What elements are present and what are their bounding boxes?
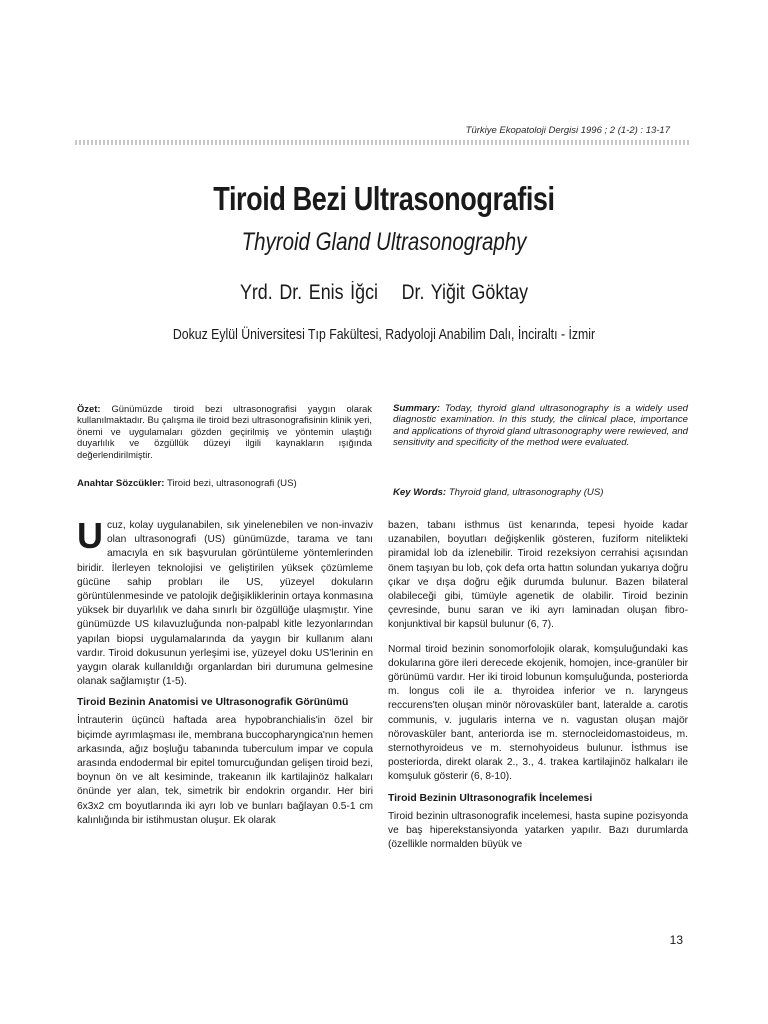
intro-paragraph [77, 515, 373, 689]
section-heading-anatomy: Tiroid Bezinin Anatomisi ve Ultrasonografik Görünümü [77, 697, 349, 709]
journal-citation: Türkiye Ekopatoloji Dergisi 1996 ; 2 (1-2) : 13-17 [465, 125, 670, 136]
keywords-en-label: Key Words: [393, 487, 447, 498]
keywords-english [393, 487, 603, 498]
article-subtitle: Thyroid Gland Ultrasonography [241, 228, 527, 256]
pyramidal-lobe-paragraph: bazen, tabanı isthmus üst kenarında, tepesi hyoide kadar uzanabilen, boyutları değişkenlik gösteren, fuziform nitelikteki piramidal lob da izlenebilir. Tiroid rezeksiyon cerrahisi açısından önem taşıyan bu lob, çok defa orta hattın solundan yukarıya doğru çıkar ve dışa doğru eğik durumda bulunur. Bazen bilateral olabileceği gibi, tümüyle agenetik de olabilir. Tiroid bezinin çevresinde, bunu saran ve iki ayrı laminadan oluşan fibro-konjunktival bir kapsül bulunur (6, 7). [388, 520, 688, 631]
section-heading-examination: Tiroid Bezinin Ultrasonografik İncelemesi [388, 792, 593, 804]
keywords-tr-text: Tiroid bezi, ultrasonografi (US) [166, 478, 297, 489]
drop-cap: U [77, 515, 103, 556]
sonomorphology-paragraph: Normal tiroid bezinin sonomorfolojik olarak, komşuluğundaki kas dokularına göre ileri derecede ekojenik, homojen, ince-granüler bir görünümü vardır. Her iki tiroid lobunun komşuluğunda, posteriorda m. longus coli ile a. thyroidea inferior ve n. laryngeus reccurens'ten oluşan minör nörovasküler bant, lateralde a. carotis communis, v. jugularis interna ve n. vagustan oluşan majör nörovasküler bant, anteriorda ise m. sternocleidomastoideus, m. sternothyroideus ve m. sternohyoideus bulunur. İsthmus ise posteriorda, direkt olarak 2., 3., 4. trakea kartilajinöz halkaları ile komşuluk gösterir (6, 8-10). [388, 643, 688, 783]
body-column-left [77, 515, 373, 828]
abstract-en-text: Today, thyroid gland ultrasonography is a widely used diagnostic examination. In this study, the clinical place, importance and applications of thyroid gland ultrasonography were rewieved, and sensitivity and specificity of the method were evaluated. [393, 403, 688, 449]
abstract-en-label: Summary: [393, 403, 440, 414]
examination-paragraph: Tiroid bezinin ultrasonografik incelemesi, hasta supine pozisyonda ve baş hiperekstansiyonda yatarken yapılır. Bazı durumlarda (özellikle normalden büyük ve [388, 810, 688, 851]
keywords-tr-label: Anahtar Sözcükler: [77, 478, 165, 489]
authors [58, 281, 711, 305]
page-number: 13 [669, 933, 683, 947]
abstract-tr-text: Günümüzde tiroid bezi ultrasonografisi yaygın olarak kullanılmaktadır. Bu çalışma ile tiroid bezi ultrasonografisinin klinik yeri, önemi ve uygulamaları gözden geçirilmiş ve yöntemin ulaştığı duyarlılık ve özgüllük düzeyi ilgili kaynakların ışığında değerlendirilmiştir. [77, 403, 372, 460]
author-1: Yrd. Dr. Enis İğci [239, 281, 378, 304]
anatomy-paragraph: İntrauterin üçüncü haftada area hypobranchialis'in özel bir biçimde ayrımlaşması ile, membrana buccopharyngica'nın hemen arkasında, ağız boşluğu tabanında tuberculum impar ve copula arasında endodermal bir epitel tomurcuğundan gelişen tiroid bezi, boynun ön ve alt kesiminde, trakeanın ilk kartilajinöz halkaları önünde yer alan, tek, simetrik bir endokrin organdır. Her biri 6x3x2 cm boyutlarında iki ayrı lob ve bunları bağlayan 0.5-1 cm kalınlığında bir istihmustan oluşur. Ek olarak [77, 715, 373, 826]
keywords-turkish [77, 478, 297, 489]
abstract-tr-label: Özet: [77, 403, 101, 414]
abstract-turkish [77, 403, 372, 460]
abstract-english [393, 403, 688, 449]
header-rule [75, 140, 690, 145]
author-2: Dr. Yiğit Göktay [401, 281, 529, 304]
affiliation: Dokuz Eylül Üniversitesi Tıp Fakültesi, Radyoloji Anabilim Dalı, İnciraltı - İzmir [172, 326, 596, 343]
article-title: Tiroid Bezi Ultrasonografisi [213, 180, 555, 217]
keywords-en-text: Thyroid gland, ultrasonography (US) [448, 487, 604, 498]
body-column-right [388, 519, 688, 852]
intro-text: cuz, kolay uygulanabilen, sık yinelenebilen ve non-invaziv olan ultrasonografi (US) günümüzde, tarama ve tanı amacıyla en sık başvurulan görüntüleme yöntemlerinden biridir. İlerleyen teknolojisi ve geliştirilen yüksek çözümleme gücüne sahip probları ile US, yüzeyel dokuların görüntülenmesinde ve patolojik değişikliklerinin ortaya konmasına yüksek bir duyarlılık ve daha sınırlı bir özgüllüğe ulaşmıştır. Yine günümüzde US kılavuzluğunda non-palpabl kitle lezyonlarından yapılan biopsi uygulamalarında da yaygın bir kullanım alanı vardır. Tiroid dokusunun yerleşimi ise, yüzeyel doku US'lerinin en yaygın olarak kullanıldığı organlardan biri durumuna gelmesine olanak sağlamıştır (1-5). [77, 520, 373, 688]
